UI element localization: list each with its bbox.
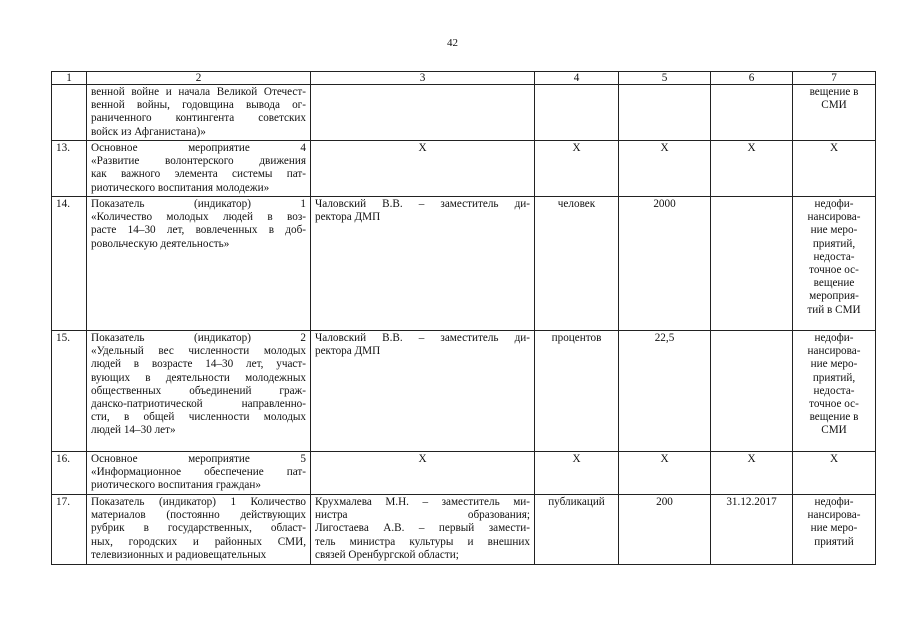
table-row: [52, 197, 876, 331]
cell-line: «Информационное обеспечение пат-: [91, 466, 306, 479]
target-value: 22,5: [619, 331, 711, 452]
cell-line: «Удельный вес численности молодых: [91, 345, 306, 358]
cell-line: телевизионных и радиовещательных: [91, 548, 267, 561]
indicator-name: [87, 331, 311, 452]
cell-line: «Количество молодых людей в воз-: [91, 211, 306, 224]
table-row: [52, 141, 876, 197]
completion-date: 31.12.2017: [711, 495, 793, 565]
cell-line: Крухмалева М.Н. – заместитель ми-: [315, 496, 530, 508]
column-number: 1: [52, 72, 87, 85]
cell-line: недоста-: [813, 250, 855, 263]
cell-line: ных, городских и районных СМИ,: [91, 535, 306, 548]
risk-description: [793, 495, 876, 565]
cell-line: тель министра культуры и внешних: [315, 535, 530, 548]
target-value: X: [619, 452, 711, 495]
cell-line: расте 14–30 лет, вовлеченных в доб-: [91, 224, 306, 237]
column-number: 2: [87, 72, 311, 85]
completion-date: X: [711, 452, 793, 495]
unit-of-measure: процентов: [535, 331, 619, 452]
cell-line: Лигостаева А.В. – первый замести-: [315, 522, 530, 535]
cell-line: нансирова-: [807, 345, 861, 358]
cell-line: точное ос-: [809, 264, 859, 277]
risk-description: [793, 141, 876, 197]
completion-date: X: [711, 141, 793, 197]
column-number: 6: [711, 72, 793, 85]
indicator-name: [87, 85, 311, 141]
cell-line: недофи-: [814, 496, 854, 508]
table-row: [52, 495, 876, 565]
target-value: X: [619, 141, 711, 197]
completion-date: [711, 197, 793, 331]
cell-line: рубрик в государственных, област-: [91, 522, 306, 535]
table-row: [52, 85, 876, 141]
cell-line: приятий,: [812, 237, 856, 250]
unit-of-measure: X: [535, 141, 619, 197]
risk-description: [793, 85, 876, 141]
indicator-name: [87, 197, 311, 331]
cell-line: ректора ДМП: [315, 211, 381, 224]
column-number-row: [52, 72, 876, 85]
row-number: 15.: [52, 331, 87, 452]
unit-of-measure: публикаций: [535, 495, 619, 565]
cell-line: мероприя-: [809, 290, 859, 303]
cell-line: венной войны, годовщина вывода ог-: [91, 99, 306, 112]
cell-line: недофи-: [814, 198, 854, 210]
cell-line: раниченного контингента советских: [91, 112, 306, 125]
cell-line: нансирова-: [807, 211, 861, 224]
table-row: [52, 331, 876, 452]
responsible-person: [311, 495, 535, 565]
target-value: 2000: [619, 197, 711, 331]
cell-line: ние меро-: [810, 358, 858, 371]
cell-line: венной войне и начала Великой Отечест-: [91, 86, 306, 98]
cell-line: вещение в: [809, 411, 859, 424]
cell-line: Показатель (индикатор) 1: [91, 198, 306, 210]
cell-line: материалов (постоянно действующих: [91, 509, 306, 522]
target-value: 200: [619, 495, 711, 565]
cell-line: Показатель (индикатор) 2: [91, 332, 306, 344]
cell-line: войск из Афганистана)»: [91, 125, 206, 138]
cell-line: тий в СМИ: [807, 303, 861, 316]
cell-line: недофи-: [814, 332, 854, 344]
cell-line: вещение в: [809, 86, 859, 98]
cell-line: людей в возрасте 14–30 лет, участ-: [91, 358, 306, 371]
cell-line: ректора ДМП: [315, 345, 381, 358]
cell-line: Показатель (индикатор) 1 Количество: [91, 496, 306, 508]
cell-line: Основное мероприятие 5: [91, 453, 306, 465]
cell-line: «Развитие волонтерского движения: [91, 155, 306, 168]
row-number: 14.: [52, 197, 87, 331]
cell-line: СМИ: [821, 424, 847, 437]
cell-line: связей Оренбургской области;: [315, 548, 459, 561]
cell-line: ровольческую деятельность»: [91, 237, 230, 250]
cell-line: недоста-: [813, 384, 855, 397]
responsible-person: [311, 452, 535, 495]
cell-line: людей 14–30 лет»: [91, 424, 176, 437]
cell-line: точное ос-: [809, 398, 859, 411]
completion-date: [711, 331, 793, 452]
table-row: [52, 452, 876, 495]
risk-description: [793, 197, 876, 331]
row-number: 16.: [52, 452, 87, 495]
responsible-person: [311, 331, 535, 452]
unit-of-measure: человек: [535, 197, 619, 331]
cell-line: ние меро-: [810, 224, 858, 237]
cell-line: X: [418, 453, 427, 465]
completion-date: [711, 85, 793, 141]
cell-line: нансирова-: [807, 509, 861, 522]
risk-description: [793, 331, 876, 452]
indicator-name: [87, 452, 311, 495]
column-number: 3: [311, 72, 535, 85]
column-number: 5: [619, 72, 711, 85]
cell-line: X: [829, 142, 839, 154]
risk-description: [793, 452, 876, 495]
target-value: [619, 85, 711, 141]
cell-line: данско-патриотической направленно-: [91, 398, 306, 411]
row-number: [52, 85, 87, 141]
column-number: 4: [535, 72, 619, 85]
cell-line: вующих в деятельности молодежных: [91, 371, 306, 384]
cell-line: общественных объединений граж-: [91, 384, 306, 397]
cell-line: ние меро-: [810, 522, 858, 535]
row-number: 13.: [52, 141, 87, 197]
cell-line: Чаловский В.В. – заместитель ди-: [315, 332, 530, 344]
column-number: 7: [793, 72, 876, 85]
cell-line: как важного элемента системы пат-: [91, 168, 306, 181]
row-number: 17.: [52, 495, 87, 565]
indicator-name: [87, 141, 311, 197]
cell-line: приятий: [814, 535, 854, 548]
cell-line: СМИ: [821, 99, 847, 112]
responsible-person: [311, 141, 535, 197]
cell-line: вещение: [813, 277, 855, 290]
responsible-person: [311, 85, 535, 141]
unit-of-measure: [535, 85, 619, 141]
cell-line: нистра образования;: [315, 509, 530, 522]
cell-line: X: [418, 142, 427, 154]
cell-line: сти, в общей численности молодых: [91, 411, 306, 424]
cell-line: риотического воспитания граждан»: [91, 479, 261, 492]
responsible-person: [311, 197, 535, 331]
indicator-name: [87, 495, 311, 565]
data-table: [51, 71, 876, 565]
cell-line: X: [829, 453, 839, 465]
cell-line: Основное мероприятие 4: [91, 142, 306, 154]
cell-line: Чаловский В.В. – заместитель ди-: [315, 198, 530, 210]
unit-of-measure: X: [535, 452, 619, 495]
cell-line: приятий,: [812, 371, 856, 384]
page-number: 42: [447, 37, 458, 49]
cell-line: риотического воспитания молодежи»: [91, 181, 270, 194]
